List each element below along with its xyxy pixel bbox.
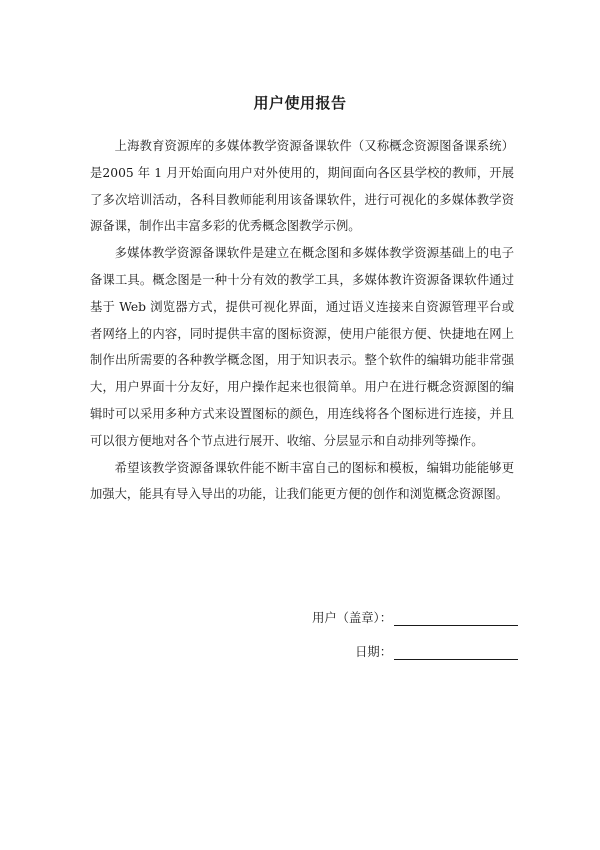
paragraph-1: 上海教育资源库的多媒体教学资源备课软件（又称概念资源图备课系统）是2005 年 1 月开始面向用户对外使用的，期间面向各区县学校的教师，开展了多次培训活动，各科目教师能利用该备课软件，进行可视化的多媒体教学资源备课，制作出丰富多彩的优秀概念图教学示例。	[90, 139, 514, 234]
user-stamp-line	[394, 611, 518, 626]
date-line	[394, 645, 518, 660]
paragraph-2: 多媒体教学资源备课软件是建立在概念图和多媒体教学资源基础上的电子备课工具。概念图是一种十分有效的教学工具，多媒体教许资源备课软件通过基于 Web 浏览器方式，提供可视化界面，通过语义连接来自资源管理平台或者网络上的内容，同时提供丰富的图标资源，使用户能很方便、快捷地在网上制作出所需要的各种教学概念图，用于知识表示。整个软件的编辑功能非常强大，用户界面十分友好，用户操作起来也很简单。用户在进行概念资源图的编辑时可以采用多种方式来设置图标的颜色，用连线将各个图标进行连接，并且可以很方便地对各个节点进行展开、收缩、分层显示和自动排列等操作。	[90, 246, 514, 448]
paragraph-3: 希望该教学资源备课软件能不断丰富自己的图标和模板，编辑功能能够更加强大，能具有导入导出的功能，让我们能更方便的创作和浏览概念资源图。	[90, 460, 514, 502]
document-title: 用户使用报告	[253, 94, 347, 112]
document-body	[90, 133, 514, 508]
date-label: 日期：	[355, 645, 392, 659]
signature-block	[308, 600, 518, 668]
user-stamp-label: 用户（盖章）：	[312, 611, 392, 625]
date-row	[308, 634, 518, 660]
user-stamp-row	[308, 600, 518, 626]
